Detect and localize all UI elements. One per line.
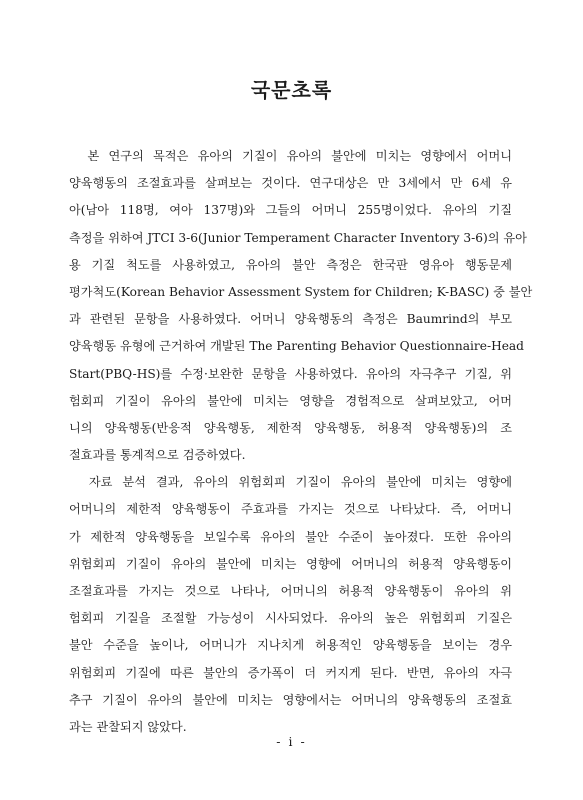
text-line: Start(PBQ-HS)를 수정·보완한 문항을 사용하였다. 유아의 자극추구 기질, 위: [69, 366, 512, 381]
text-line: 절효과를 통계적으로 검증하였다.: [69, 448, 246, 463]
text-line: 본 연구의 목적은 유아의 기질이 유아의 불안에 미치는 영향에서 어머니: [69, 149, 512, 163]
paragraph-2: [69, 469, 512, 741]
text-line: 가 제한적 양육행동을 보일수록 유아의 불안 수준이 높아졌다. 또한 유아의: [69, 529, 512, 544]
text-line: 양육행동의 조절효과를 살펴보는 것이다. 연구대상은 만 3세에서 만 6세 유: [69, 176, 512, 191]
abstract-body: [69, 143, 533, 741]
text-line: 위험회피 기질이 유아의 불안에 미치는 영향에 어머니의 허용적 양육행동이: [69, 556, 512, 571]
text-line: 어머니의 제한적 양육행동이 주효과를 가지는 것으로 나타났다. 즉, 어머니: [69, 502, 512, 517]
text-line: 과는 관찰되지 않았다.: [69, 719, 187, 734]
text-line: 불안 수준을 높이나, 어머니가 지나치게 허용적인 양육행동을 보이는 경우: [69, 638, 512, 653]
text-line: 측정을 위하여 JTCI 3-6(Junior Temperament Character Inventory 3-6)의 유아: [69, 230, 527, 245]
page-number: - i -: [276, 734, 307, 749]
page-title: 국문초록: [250, 78, 333, 102]
text-line: 용 기질 척도를 사용하였고, 유아의 불안 측정은 한국판 영유아 행동문제: [69, 257, 512, 272]
text-line: 아(남아 118명, 여아 137명)와 그들의 어머니 255명이었다. 유아의 기질: [69, 203, 512, 218]
text-line: 험회피 기질이 유아의 불안에 미치는 영향을 경험적으로 살펴보았고, 어머: [69, 393, 512, 408]
text-line: 조절효과를 가지는 것으로 나타나, 어머니의 허용적 양육행동이 유아의 위: [69, 584, 512, 598]
text-line: 추구 기질이 유아의 불안에 미치는 영향에서는 어머니의 양육행동의 조절효: [69, 692, 512, 707]
paragraph-1: [69, 143, 533, 469]
text-line: 평가척도(Korean Behavior Assessment System for Children; K-BASC) 중 불안: [69, 284, 533, 299]
text-line: 양육행동 유형에 근거하여 개발된 The Parenting Behavior Questionnaire-Head: [69, 339, 524, 354]
text-line: 험회피 기질을 조절할 가능성이 시사되었다. 유아의 높은 위험회피 기질은: [69, 611, 512, 626]
text-line: 과 관련된 문항을 사용하였다. 어머니 양육행동의 측정은 Baumrind의 부모: [69, 312, 512, 327]
text-line: 니의 양육행동(반응적 양육행동, 제한적 양육행동, 허용적 양육행동)의 조: [69, 420, 512, 435]
text-line: 위험회피 기질에 따른 불안의 증가폭이 더 커지게 된다. 반면, 유아의 자극: [69, 665, 512, 680]
text-line: 자료 분석 결과, 유아의 위험회피 기질이 유아의 불안에 미치는 영향에: [69, 475, 512, 490]
